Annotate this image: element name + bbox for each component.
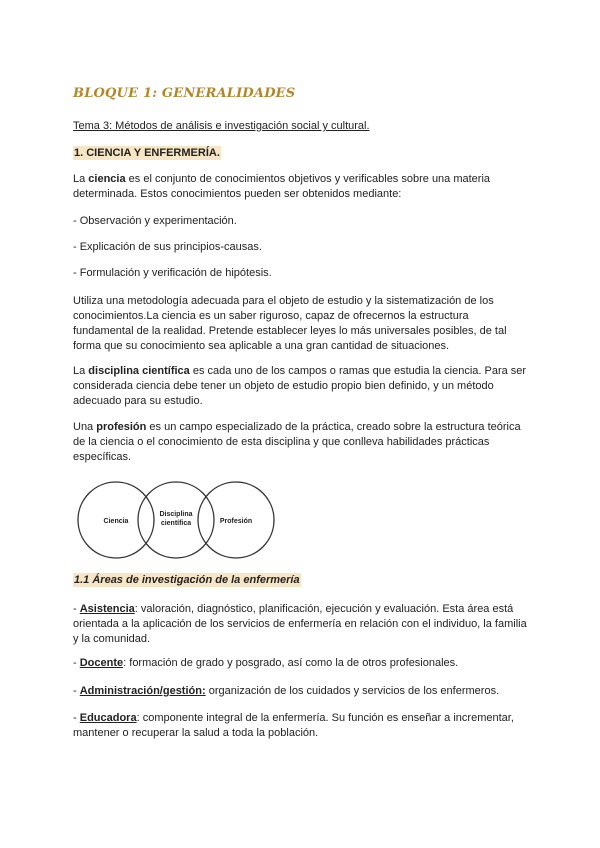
area-item-asistencia	[73, 602, 528, 647]
term-educadora: Educadora	[79, 712, 137, 724]
text-fragment: es un campo especializado de la práctica, creado sobre la estructura teórica de la ciencia o el conocimiento de esta disciplina y que conlleva habilidades prácticas específicas.	[73, 421, 521, 463]
text-fragment: :	[134, 603, 138, 615]
text-fragment: -	[73, 712, 80, 724]
section-title-ciencia: 1. CIENCIA Y ENFERMERÍA.	[74, 147, 220, 159]
venn-label-disciplina-1: Disciplina	[159, 511, 193, 518]
text-fragment: :	[123, 657, 127, 669]
tema-heading: Tema 3: Métodos de análisis e investigación social y cultural.	[73, 120, 370, 132]
text-fragment: -	[73, 685, 80, 697]
text-fragment: es cada uno de los campos o ramas que estudia la ciencia. Para ser considerada ciencia debe tener un objeto de estudio propio bien definido, y un método adecuado para su estudio.	[73, 365, 527, 407]
paragraph-ciencia	[73, 172, 528, 202]
list-item: - Explicación de sus principios-causas.	[73, 241, 262, 253]
venn-label-disciplina-2: científica	[160, 520, 192, 527]
term-asistencia: Asistencia	[79, 603, 135, 615]
text-fragment: componente integral de la enfermería. Su función es enseñar a incrementar, mantener o recuperar la salud a toda la población.	[73, 712, 514, 739]
term-profesion: profesión	[96, 421, 147, 433]
text-fragment: es el conjunto de conocimientos objetivos y verificables sobre una materia determinada. Estos conocimientos pueden ser obtenidos mediante:	[73, 173, 491, 200]
list-item: - Formulación y verificación de hipótesis.	[73, 267, 272, 279]
text-fragment: -	[73, 657, 80, 669]
text-fragment: valoración, diagnóstico, planificación, ejecución y evaluación. Esta área está orientada a la aplicación de los servicios de enfermería en relación con el individuo, la familia y la comunidad.	[73, 603, 527, 645]
text-fragment: -	[73, 603, 80, 615]
block-title: BLOQUE 1: GENERALIDADES	[73, 86, 296, 101]
list-item: - Observación y experimentación.	[73, 215, 237, 227]
paragraph-profesion	[73, 420, 528, 465]
text-fragment: La	[73, 173, 89, 185]
text-fragment: organización de los cuidados y servicios de los enfermeros.	[205, 685, 500, 697]
term-disciplina: disciplina científica	[88, 365, 190, 377]
text-fragment: La	[73, 365, 89, 377]
text-fragment: :	[136, 712, 140, 724]
venn-label-profesion: Profesión	[219, 518, 253, 525]
term-ciencia: ciencia	[88, 173, 126, 185]
venn-diagram	[75, 478, 275, 564]
paragraph-metodologia: Utiliza una metodología adecuada para el objeto de estudio y la sistematización de los conocimientos.La ciencia es un saber riguroso, capaz de ofrecernos la estructura fundamental de la realidad. Pretende establecer leyes lo más universales posibles, de tal forma que su conocimiento sea aplicable a una gran cantidad de situaciones.	[73, 295, 507, 352]
text-fragment: Una	[73, 421, 97, 433]
term-administracion: Administración/gestión:	[79, 685, 206, 697]
term-docente: Docente	[79, 657, 124, 669]
area-item-educadora	[73, 711, 528, 741]
venn-label-ciencia: Ciencia	[103, 518, 129, 525]
section-title-areas: 1.1 Áreas de investigación de la enfermería	[74, 574, 300, 586]
area-item-docente	[73, 656, 528, 671]
text-fragment: formación de grado y posgrado, así como la de otros profesionales.	[126, 657, 459, 669]
area-item-administracion	[73, 684, 528, 699]
paragraph-disciplina	[73, 364, 528, 409]
